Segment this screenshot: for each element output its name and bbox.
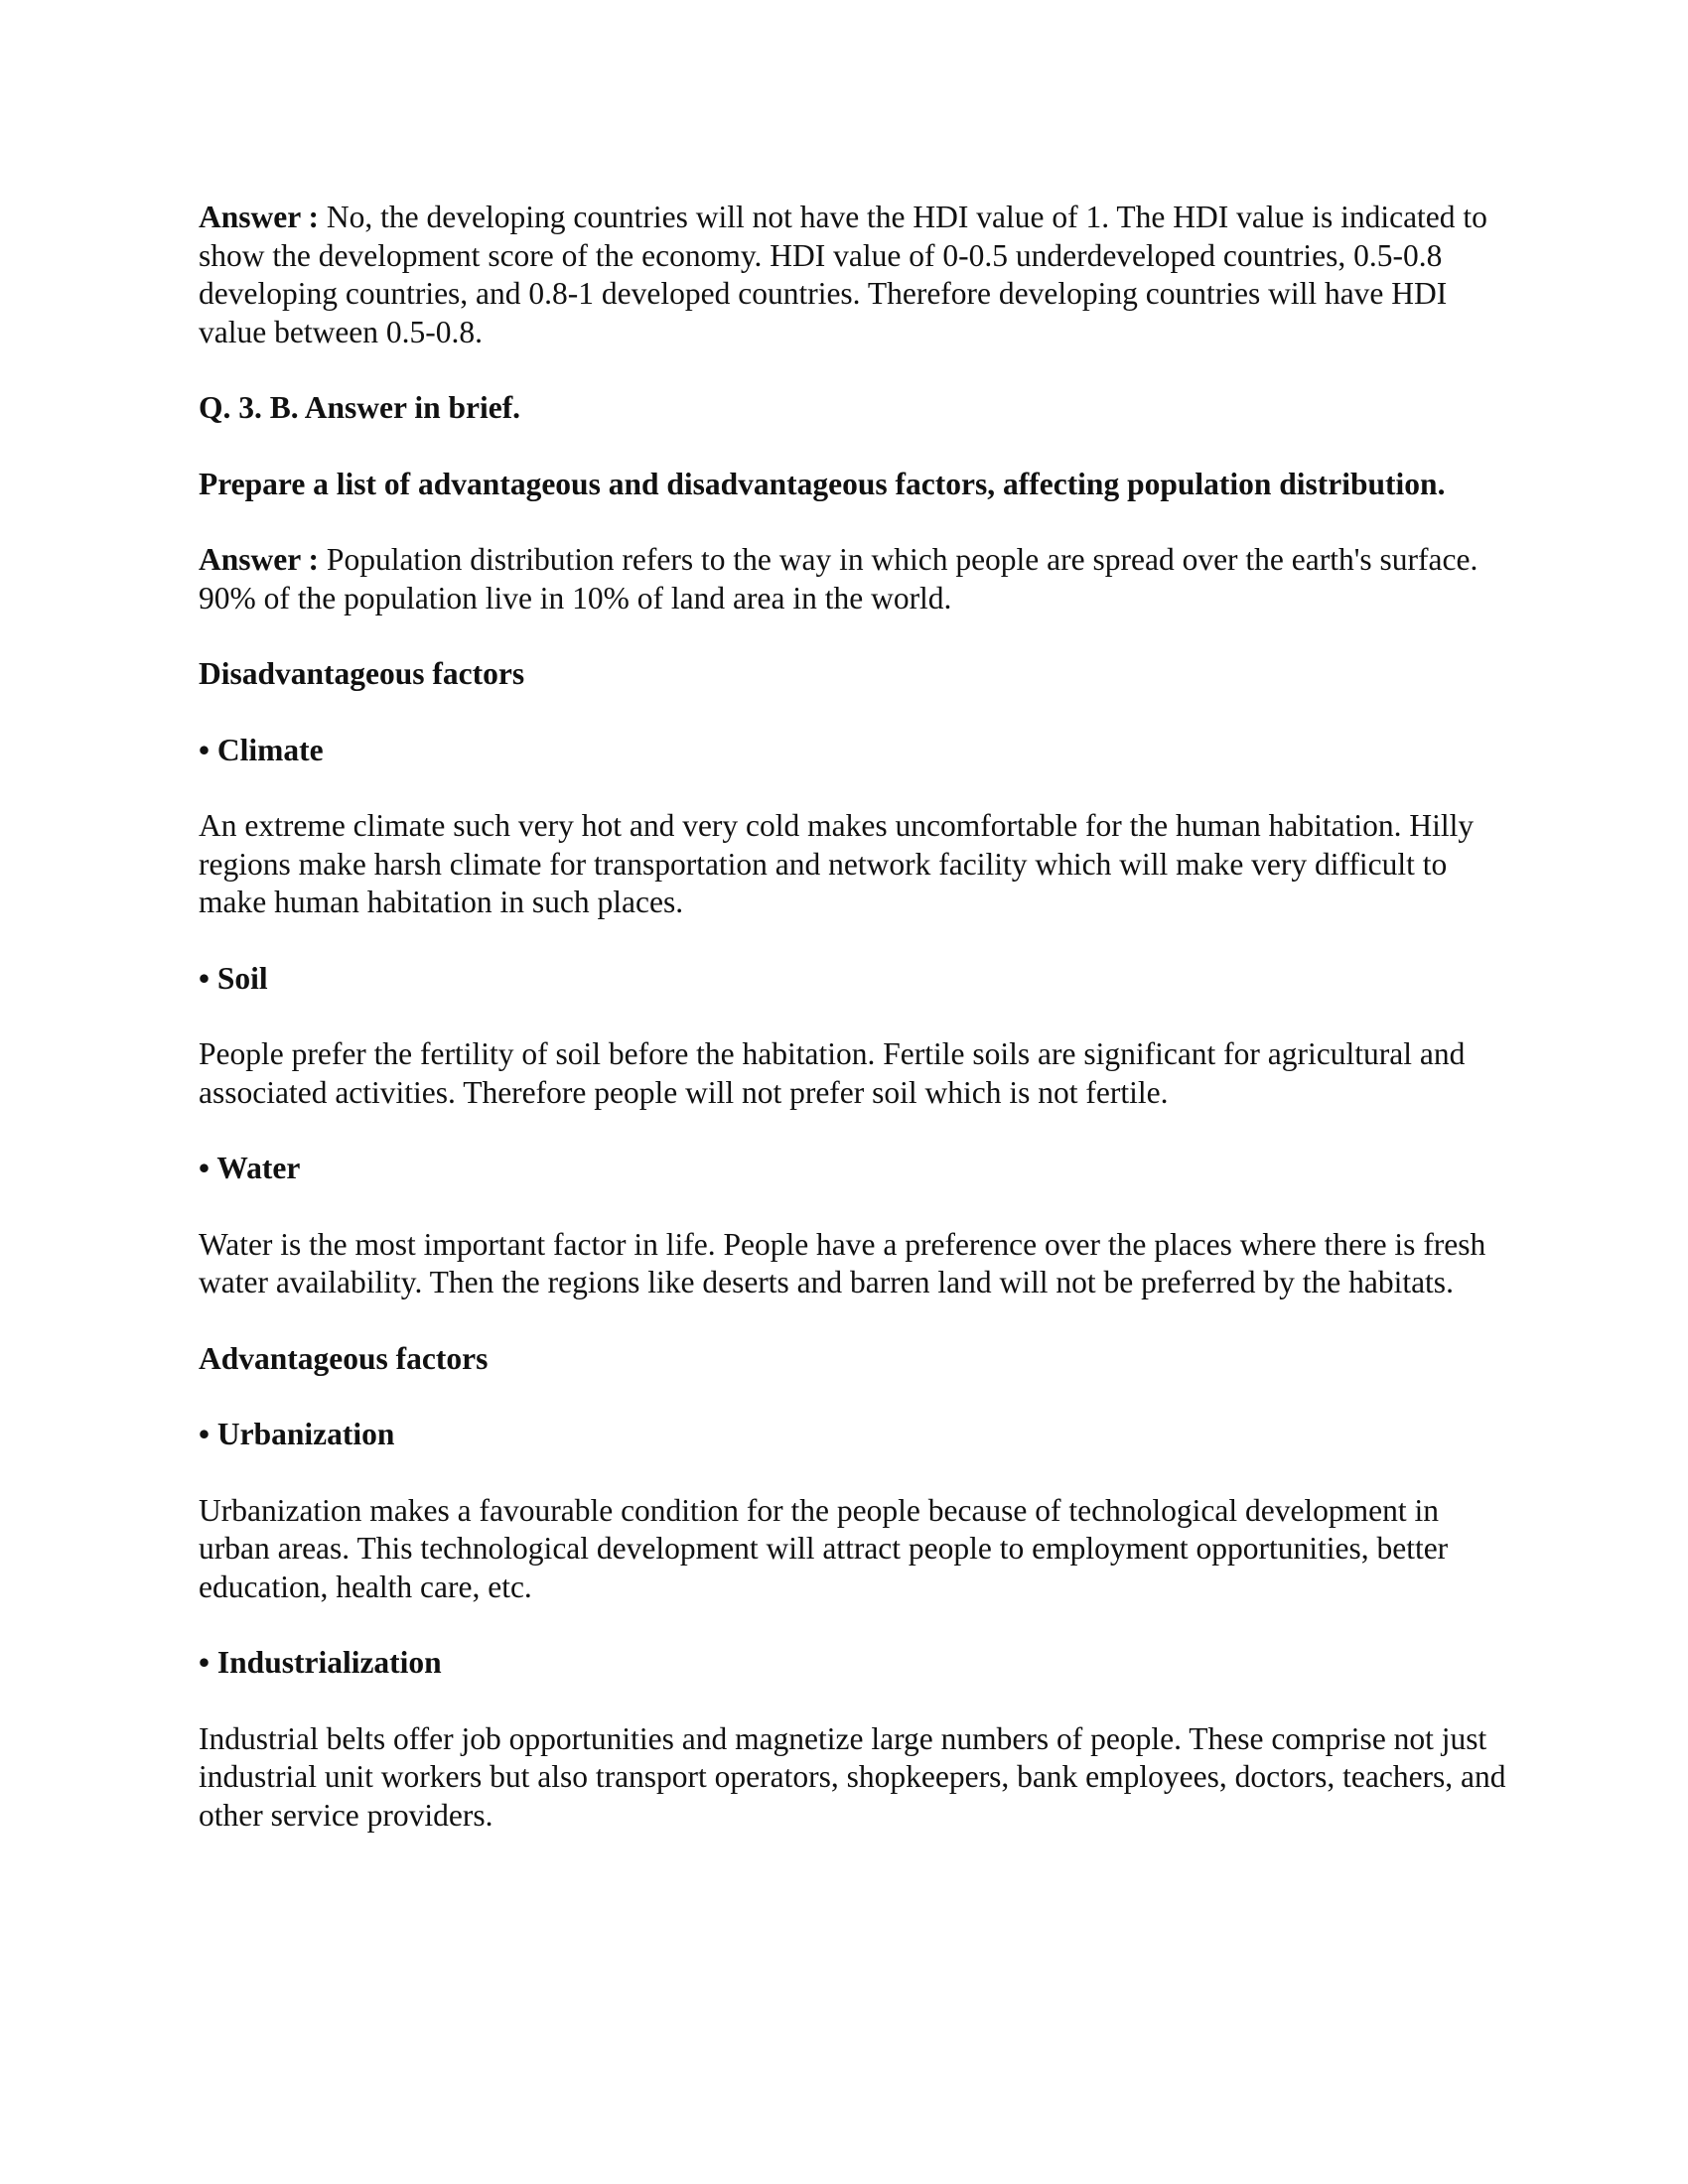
bullet-icon: • <box>199 960 211 996</box>
answer-text: Population distribution refers to the way in which people are spread over the earth's surface. 90% of the population live in 10% of land area in the world. <box>199 542 1478 615</box>
factor-title-text: Soil <box>216 960 268 996</box>
factor-description-soil: People prefer the fertility of soil before the habitation. Fertile soils are significant for agricultural and associated activities. Therefore people will not prefer soil which is not fertile. <box>199 1036 1466 1110</box>
answer-label: Answer : <box>199 542 320 577</box>
section-heading-advantageous: Advantageous factors <box>199 1340 489 1376</box>
factor-description-water: Water is the most important factor in life. People have a preference over the places where there is fresh water availability. Then the regions like deserts and barren land will not be preferred by the habitats. <box>199 1226 1486 1299</box>
answer-paragraph <box>199 199 1509 351</box>
factor-title-water <box>199 1150 1509 1188</box>
factor-title-text: Climate <box>216 732 324 767</box>
answer-label: Answer : <box>199 200 320 234</box>
bullet-icon: • <box>199 1151 211 1185</box>
factor-description-climate: An extreme climate such very hot and very cold makes uncomfortable for the human habitation. Hilly regions make harsh climate for transportation and network facility which will make very difficult to make human habitation in such places. <box>199 808 1475 919</box>
answer-text: No, the developing countries will not have the HDI value of 1. The HDI value is indicated to show the development score of the economy. HDI value of 0-0.5 underdeveloped countries, 0.5-0.8 developing countries, and 0.8-1 developed countries. Therefore developing countries will have HDI value between 0.5-0.8. <box>199 200 1487 349</box>
answer-paragraph <box>199 541 1509 617</box>
factor-title-climate <box>199 732 1509 770</box>
bullet-icon: • <box>199 1645 211 1680</box>
factor-description-industrialization: Industrial belts offer job opportunities and magnetize large numbers of people. These comprise not just industrial unit workers but also transport operators, shopkeepers, bank employees, doctors, teachers, and other service providers. <box>199 1720 1506 1833</box>
factor-title-text: Urbanization <box>216 1417 395 1451</box>
factor-title-soil <box>199 960 1509 999</box>
factor-title-urbanization <box>199 1416 1509 1454</box>
question-text: Prepare a list of advantageous and disadvantageous factors, affecting population distribution. <box>199 466 1446 501</box>
document-page <box>199 199 1509 1872</box>
question-heading: Q. 3. B. Answer in brief. <box>199 390 521 425</box>
factor-title-text: Industrialization <box>216 1645 442 1680</box>
bullet-icon: • <box>199 1417 211 1451</box>
factor-description-urbanization: Urbanization makes a favourable condition for the people because of technological development in urban areas. This technological development will attract people to employment opportunities, better education, health care, etc. <box>199 1492 1449 1604</box>
bullet-icon: • <box>199 732 211 767</box>
section-heading-disadvantageous: Disadvantageous factors <box>199 656 525 691</box>
factor-title-industrialization <box>199 1644 1509 1683</box>
factor-title-text: Water <box>216 1151 301 1185</box>
